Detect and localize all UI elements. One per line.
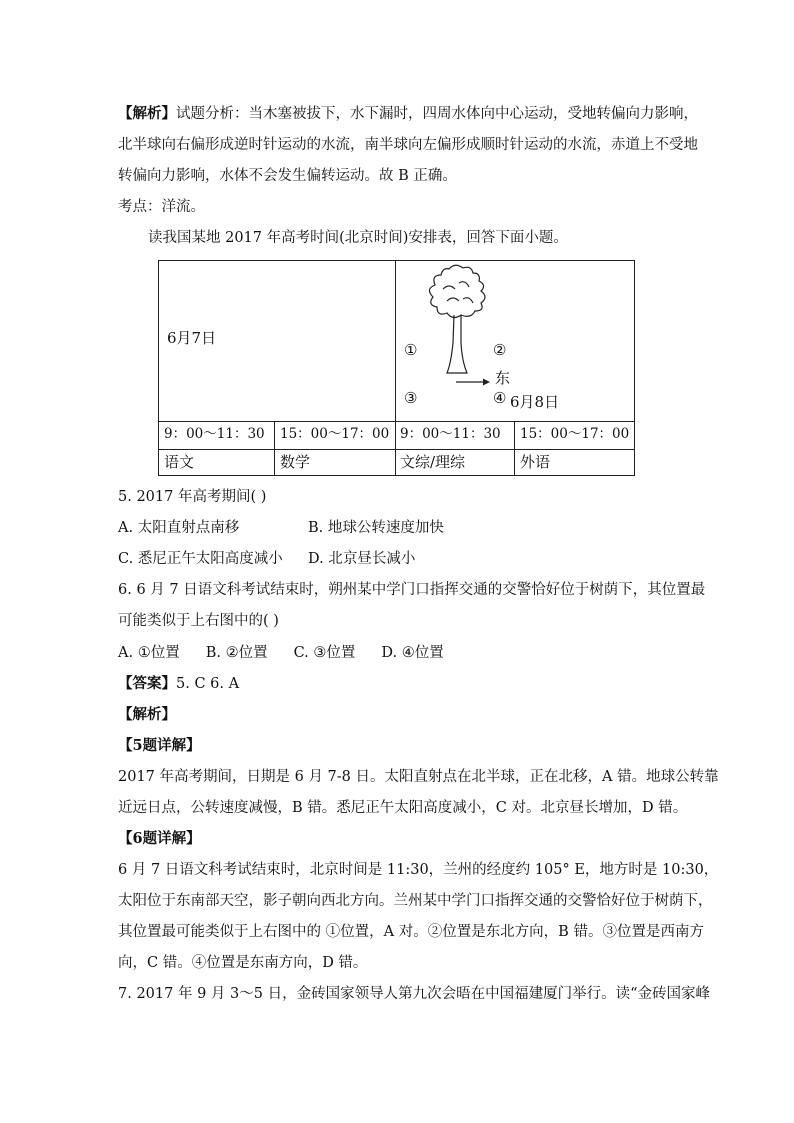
position-1: ①	[404, 341, 418, 359]
subject-cell: 语文	[164, 453, 195, 471]
q5-stem: 5. 2017 年高考期间( )	[118, 489, 267, 505]
analysis-text-line-1: 试题分析：当木塞被拔下，水下漏时，四周水体向中心运动，受地转偏向力影响，	[176, 106, 698, 122]
east-arrow-icon	[455, 377, 491, 387]
q5-option-a: A. 太阳直射点南移	[118, 520, 240, 536]
position-4: ④	[493, 389, 507, 407]
q5-options-row-1	[118, 518, 444, 538]
q6-options	[118, 643, 444, 663]
position-2: ②	[493, 341, 507, 359]
detail-6-line-3: 其位置最可能类似于上右图中的 ①位置，A 对。②位置是东北方向，B 错。③位置是西南方	[118, 924, 704, 940]
tree-icon	[409, 263, 509, 383]
table-divider	[159, 449, 634, 450]
q5-option-b: B. 地球公转速度加快	[308, 520, 444, 536]
date-june-7: 6月7日	[167, 329, 217, 347]
q6-option-a: A. ①位置	[118, 645, 180, 661]
detail-6-line-2: 太阳位于东南部天空，影子朝向西北方向。兰州某中学门口指挥交通的交警恰好位于树荫下，	[118, 893, 713, 909]
detail-6-heading: 【6题详解】	[118, 830, 201, 847]
table-divider	[514, 421, 515, 475]
analysis-heading: 【解析】	[118, 706, 176, 723]
date-june-8: 6月8日	[510, 393, 560, 411]
analysis-text-line-2: 北半球向右偏形成逆时针运动的水流，南半球向左偏形成顺时针运动的水流，赤道上不受地	[118, 137, 698, 153]
answer-line	[118, 674, 239, 694]
subject-cell: 外语	[520, 453, 551, 471]
table-divider	[159, 421, 634, 422]
q6-option-d: D. ④位置	[381, 645, 444, 661]
time-cell: 9：00～11：30	[400, 426, 501, 442]
detail-6-line-4: 向，C 错。④位置是东南方向，D 错。	[118, 955, 368, 971]
q5-option-c: C. 悉尼正午太阳高度减小	[118, 551, 283, 567]
exam-schedule-table	[158, 260, 635, 476]
east-label: 东	[495, 369, 511, 387]
position-3: ③	[404, 389, 418, 407]
detail-5-line-2: 近远日点，公转速度减慢，B 错。悉尼正午太阳高度减小，C 对。北京昼长增加，D 错。	[118, 800, 688, 816]
q5-option-d: D. 北京昼长减小	[308, 551, 416, 567]
q6-stem-line-1: 6. 6 月 7 日语文科考试结束时，朔州某中学门口指挥交通的交警恰好位于树荫下，其位置最	[118, 582, 706, 598]
q7-stem-line-1: 7. 2017 年 9 月 3～5 日，金砖国家领导人第九次会晤在中国福建厦门举行。读“金砖国家峰	[118, 986, 710, 1002]
answer-label: 【答案】	[118, 675, 176, 692]
analysis-paragraph	[118, 104, 698, 124]
time-cell: 15：00～17：00	[280, 426, 390, 442]
q6-option-b: B. ②位置	[205, 645, 268, 661]
detail-5-heading: 【5题详解】	[118, 737, 201, 754]
detail-6-line-1: 6 月 7 日语文科考试结束时，北京时间是 11:30，兰州的经度约 105° E，地方时是 10:30，	[118, 862, 719, 878]
subject-cell: 文综/理综	[400, 453, 466, 471]
q5-options-row-2	[118, 549, 415, 569]
intro-line: 读我国某地 2017 年高考时间(北京时间)安排表，回答下面小题。	[148, 230, 568, 246]
time-cell: 15：00～17：00	[520, 426, 630, 442]
subject-cell: 数学	[280, 453, 311, 471]
analysis-text-line-3: 转偏向力影响，水体不会发生偏转运动。故 B 正确。	[118, 168, 457, 184]
table-divider	[395, 261, 396, 475]
table-divider	[274, 421, 275, 475]
detail-5-line-1: 2017 年高考期间，日期是 6 月 7-8 日。太阳直射点在北半球，正在北移，A 错。地球公转靠	[118, 769, 719, 785]
time-cell: 9：00～11：30	[164, 426, 265, 442]
answer-text: 5. C 6. A	[176, 676, 240, 692]
q6-option-c: C. ③位置	[293, 645, 356, 661]
analysis-label: 【解析】	[118, 105, 176, 122]
kaodian-line: 考点：洋流。	[118, 199, 205, 215]
q6-stem-line-2: 可能类似于上右图中的( )	[118, 613, 279, 629]
